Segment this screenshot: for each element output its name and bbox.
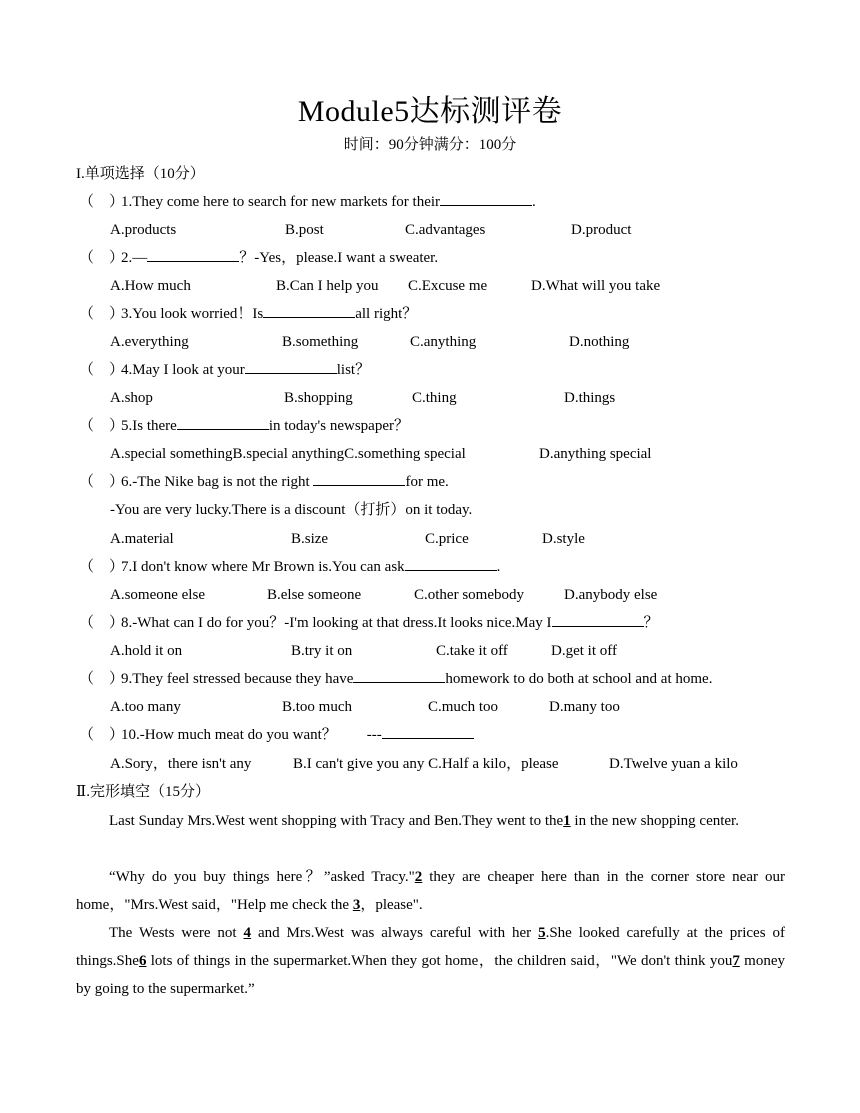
option-c: C.Excuse me [408, 278, 488, 294]
cloze-paragraph-3: The Wests were not 4 and Mrs.West was always careful with her 5.She looked carefully at the prices of things.She6 lots of things in the supermarket.When they got home，the children said，"We don't think you7 money by going to the supermarket.” [76, 925, 786, 997]
answer-blank[interactable] [382, 724, 474, 739]
option-row-bc [293, 753, 559, 775]
question-10: （ ）10.-How much meat do you want？ --- [79, 724, 474, 746]
page-title: Module5达标测评卷 [297, 95, 563, 128]
option-a: A.special something [110, 446, 233, 462]
option-b: B.something [282, 334, 359, 350]
section2-heading: Ⅱ.完形填空（15分） [76, 784, 210, 800]
option-d: D.things [564, 390, 616, 406]
option-b: B.post [285, 222, 324, 238]
option-a: A.someone else [110, 587, 205, 603]
blank-number: 5 [538, 925, 546, 941]
answer-blank[interactable] [353, 668, 445, 683]
blank-number: 4 [243, 925, 252, 941]
option-b: B.try it on [291, 643, 353, 659]
option-d: D.product [571, 222, 632, 238]
section1-heading: I.单项选择（10分） [76, 166, 205, 182]
option-d: D.many too [549, 699, 620, 715]
option-a: A.How much [110, 278, 191, 294]
blank-number: 6 [138, 953, 147, 969]
question-7: （ ）7.I don't know where Mr Brown is.You can ask . [79, 556, 500, 578]
option-c: C.much too [428, 699, 498, 715]
option-a: A.products [110, 222, 177, 238]
blank-number: 7 [732, 953, 740, 969]
option-d: D.What will you take [531, 278, 661, 294]
answer-blank[interactable] [313, 471, 405, 486]
option-c: C.anything [410, 334, 477, 350]
option-b: B.special anything [232, 446, 345, 462]
answer-blank[interactable] [552, 612, 644, 627]
blank-number: 1 [563, 813, 571, 829]
question-3: （ ）3.You look worried！Is all right？ [79, 303, 417, 325]
option-d: D.Twelve yuan a kilo [609, 756, 738, 772]
option-b: B.too much [282, 699, 352, 715]
question-2: （ ）2.— ？-Yes，please.I want a sweater. [79, 247, 438, 269]
option-c: C.advantages [405, 222, 486, 238]
exam-info: 时间：90分钟满分：100分 [343, 137, 517, 153]
option-a: A.hold it on [110, 643, 183, 659]
answer-blank[interactable] [405, 556, 497, 571]
cloze-paragraph-1: Last Sunday Mrs.West went shopping with Tracy and Ben.They went to the1 in the new shopping center. [109, 813, 739, 829]
option-a: A.material [110, 531, 174, 547]
question-1: （ ）1.They come here to search for new markets for their . [79, 191, 536, 213]
option-a: A.Sory，there isn't any [110, 756, 252, 772]
blank-number: 2 [414, 869, 423, 885]
question-4: （ ）4.May I look at your list？ [79, 359, 370, 381]
option-d: D.get it off [551, 643, 617, 659]
option-d: D.anything special [539, 446, 652, 462]
option-d: D.style [542, 531, 585, 547]
answer-blank[interactable] [147, 247, 239, 262]
answer-blank[interactable] [263, 303, 355, 318]
blank-number: 3 [352, 897, 361, 913]
question-6-dialogue: -You are very lucky.There is a discount（打折）on it today. [110, 502, 473, 518]
option-b: B.shopping [284, 390, 353, 406]
option-d: D.nothing [569, 334, 630, 350]
question-8: （ ）8.-What can I do for you？-I'm looking at that dress.It looks nice.May I ？ [79, 612, 659, 634]
option-a: A.shop [110, 390, 153, 406]
answer-blank[interactable] [245, 359, 337, 374]
answer-blank[interactable] [440, 191, 532, 206]
option-b: B.else someone [267, 587, 362, 603]
option-c: C.take it off [436, 643, 508, 659]
question-9: （ ）9.They feel stressed because they have homework to do both at school and at home. [79, 668, 712, 690]
option-b: B.Can I help you [276, 278, 379, 294]
option-c: C.other somebody [414, 587, 524, 603]
option-a: A.everything [110, 334, 189, 350]
option-c: C.thing [412, 390, 457, 406]
option-b: B.I can't give you any [293, 756, 425, 772]
option-c: C.Half a kilo，please [428, 756, 559, 772]
option-b: B.size [291, 531, 329, 547]
option-a: A.too many [110, 699, 181, 715]
question-5: （ ）5.Is there in today's newspaper？ [79, 415, 409, 437]
cloze-paragraph-2: “Why do you buy things here？”asked Tracy."2 they are cheaper here than in the corner store near our home，"Mrs.West said，"Help me check the 3，please". [76, 869, 785, 913]
option-c: C.something special [344, 446, 466, 462]
option-d: D.anybody else [564, 587, 658, 603]
option-c: C.price [425, 531, 469, 547]
option-row [110, 443, 466, 465]
question-6: （ ）6.-The Nike bag is not the right for me. [79, 471, 449, 493]
answer-blank[interactable] [177, 415, 269, 430]
